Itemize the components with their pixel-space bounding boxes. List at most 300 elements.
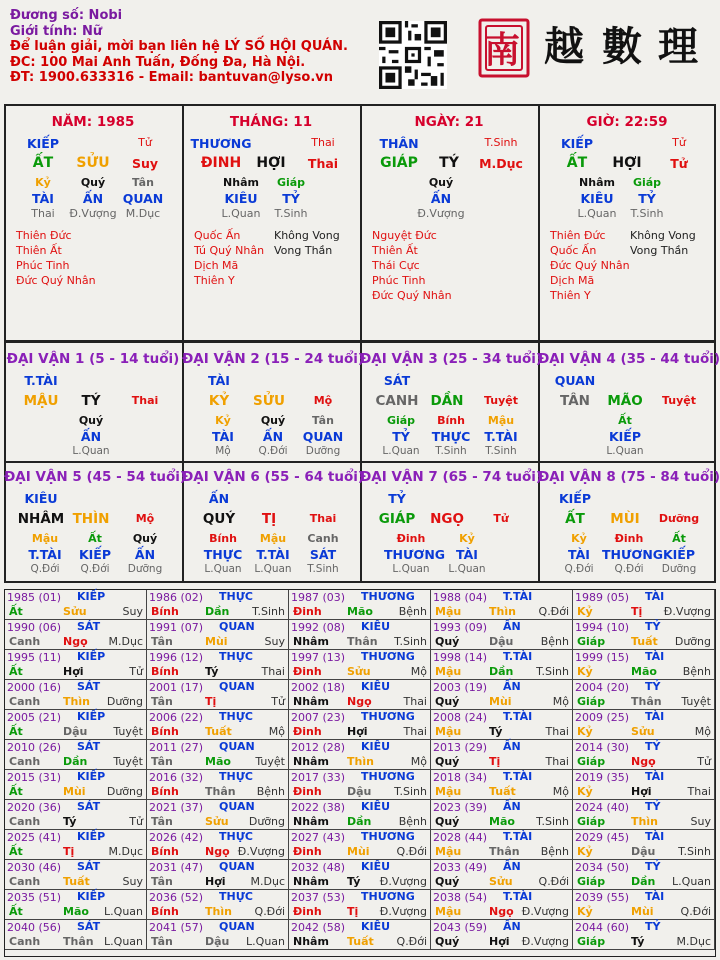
year-cell[interactable] bbox=[431, 890, 573, 920]
year-cell[interactable] bbox=[289, 860, 431, 890]
dai-van-god: TỶ bbox=[388, 491, 406, 506]
dai-van-chi: MÙI bbox=[610, 511, 640, 527]
year-state: T.Sinh bbox=[394, 785, 427, 798]
year-can: Mậu bbox=[435, 605, 462, 618]
year-state: L.Quan bbox=[104, 905, 143, 918]
year-cell[interactable] bbox=[289, 650, 431, 680]
year-cell[interactable] bbox=[431, 770, 573, 800]
year-god: THỰC bbox=[219, 590, 253, 603]
hidden-god: TỶ bbox=[638, 191, 656, 206]
year-label: 1996 (12) bbox=[149, 651, 204, 664]
year-state: Mộ bbox=[694, 725, 711, 738]
year-chi: Ngọ bbox=[489, 905, 514, 918]
dai-van-chi: SỬU bbox=[253, 393, 285, 409]
hidden-stem: Quý bbox=[428, 176, 454, 189]
year-cell[interactable] bbox=[289, 920, 431, 950]
year-state: Suy bbox=[690, 815, 711, 828]
dai-van-chi: DẦN bbox=[430, 393, 464, 409]
year-state: Suy bbox=[264, 635, 285, 648]
dai-van-hidden-state: T.Sinh bbox=[435, 445, 467, 457]
year-cell[interactable] bbox=[431, 830, 573, 860]
dai-van-hidden-god: SÁT bbox=[309, 547, 337, 562]
year-label: 1999 (15) bbox=[575, 651, 630, 664]
dai-van-state: Mộ bbox=[135, 512, 155, 525]
year-label: 2026 (42) bbox=[149, 831, 204, 844]
year-state: L.Quan bbox=[246, 935, 285, 948]
year-cell[interactable] bbox=[431, 860, 573, 890]
year-chi: Mùi bbox=[205, 635, 228, 648]
dai-van-chi: MÃO bbox=[607, 393, 643, 409]
dai-van-state: Thai bbox=[131, 394, 159, 407]
year-label: 2020 (36) bbox=[7, 801, 62, 814]
year-can: Đinh bbox=[293, 665, 322, 678]
year-god: THƯƠNG bbox=[361, 830, 415, 843]
year-label: 2011 (27) bbox=[149, 741, 204, 754]
year-state: Tuyệt bbox=[255, 755, 285, 768]
dai-van-hidden: Ất bbox=[618, 414, 632, 427]
year-label: 2033 (49) bbox=[433, 861, 488, 874]
star-item: Quốc Ấn bbox=[194, 229, 241, 242]
year-state: T.Sinh bbox=[252, 605, 285, 618]
year-can: Kỷ bbox=[577, 905, 593, 918]
year-cell[interactable] bbox=[5, 920, 147, 950]
year-state: Q.Đới bbox=[680, 905, 711, 918]
year-god: ẤN bbox=[503, 800, 521, 813]
year-cell[interactable] bbox=[573, 650, 715, 680]
year-state: Bệnh bbox=[256, 785, 285, 798]
year-label: 2016 (32) bbox=[149, 771, 204, 784]
dai-van-hidden-god: THỰC bbox=[431, 429, 471, 444]
year-cell[interactable] bbox=[5, 830, 147, 860]
year-cell[interactable] bbox=[431, 920, 573, 950]
dai-van-god: SÁT bbox=[383, 373, 411, 388]
year-label: 2005 (21) bbox=[7, 711, 62, 724]
year-chi: Tuất bbox=[205, 725, 232, 738]
year-god: T.TÀI bbox=[503, 830, 533, 843]
year-chi: Thìn bbox=[63, 695, 90, 708]
dai-van-hidden: Bính bbox=[437, 414, 465, 427]
year-state: Thai bbox=[687, 785, 711, 798]
year-god: QUAN bbox=[219, 740, 255, 753]
dai-van-title: ĐẠI VẬN 2 (15 - 24 tuổi) bbox=[182, 351, 365, 367]
year-can: Quý bbox=[435, 695, 460, 708]
year-chi: Tị bbox=[631, 605, 643, 618]
dai-van-hidden: Mậu bbox=[259, 532, 287, 545]
year-chi: Thân bbox=[63, 935, 94, 948]
dai-van-title: ĐẠI VẬN 5 (45 - 54 tuổi) bbox=[4, 469, 187, 485]
year-label: 2025 (41) bbox=[7, 831, 62, 844]
year-chi: Ngọ bbox=[205, 845, 230, 858]
year-label: 2017 (33) bbox=[291, 771, 346, 784]
year-can: Đinh bbox=[293, 785, 322, 798]
dai-van-hidden: Ất bbox=[672, 532, 686, 545]
year-cell[interactable] bbox=[5, 890, 147, 920]
year-god: THƯƠNG bbox=[361, 770, 415, 783]
year-can: Ất bbox=[9, 665, 23, 678]
year-cell[interactable] bbox=[5, 710, 147, 740]
year-cell[interactable] bbox=[147, 800, 289, 830]
year-label: 2042 (58) bbox=[291, 921, 346, 934]
year-cell[interactable] bbox=[5, 680, 147, 710]
year-state: Đ.Vượng bbox=[237, 845, 285, 858]
year-can: Canh bbox=[9, 935, 41, 948]
pillar-title: NGÀY: 21 bbox=[414, 114, 484, 130]
year-label: 2009 (25) bbox=[575, 711, 630, 724]
dai-van-hidden-state: Mộ bbox=[215, 445, 231, 457]
year-chi: Dậu bbox=[205, 935, 230, 948]
year-label: 2018 (34) bbox=[433, 771, 488, 784]
year-chi: Dần bbox=[347, 815, 372, 828]
pillar-chi-state: Tử bbox=[670, 156, 688, 171]
year-chi: Mùi bbox=[63, 785, 86, 798]
pillar-can-god: THÂN bbox=[379, 136, 419, 151]
year-god: SÁT bbox=[77, 620, 101, 633]
pillar-can-god: THƯƠNG bbox=[190, 136, 252, 151]
year-cell[interactable] bbox=[147, 860, 289, 890]
year-chi: Tuất bbox=[63, 875, 90, 888]
year-can: Đinh bbox=[293, 725, 322, 738]
year-chi: Sửu bbox=[347, 665, 371, 678]
dai-van-hidden-god: T.TÀI bbox=[28, 547, 62, 562]
year-god: THƯƠNG bbox=[361, 890, 415, 903]
year-cell[interactable] bbox=[573, 800, 715, 830]
year-state: Q.Đới bbox=[538, 605, 569, 618]
year-cell[interactable] bbox=[147, 710, 289, 740]
year-god: SÁT bbox=[77, 920, 101, 933]
dai-van-hidden-state: L.Quan bbox=[204, 563, 242, 575]
dai-van-hidden: Đinh bbox=[396, 532, 426, 545]
hidden-stem: Nhâm bbox=[223, 176, 259, 189]
year-state: Q.Đới bbox=[396, 935, 427, 948]
year-cell[interactable] bbox=[573, 920, 715, 950]
star-item: Đức Quý Nhân bbox=[372, 289, 452, 302]
year-cell[interactable] bbox=[147, 740, 289, 770]
year-cell[interactable] bbox=[573, 740, 715, 770]
year-state: L.Quan bbox=[672, 875, 711, 888]
year-can: Giáp bbox=[577, 935, 606, 948]
year-god: QUAN bbox=[219, 920, 255, 933]
year-cell[interactable] bbox=[431, 740, 573, 770]
year-label: 2028 (44) bbox=[433, 831, 488, 844]
year-cell[interactable] bbox=[147, 680, 289, 710]
year-cell[interactable] bbox=[5, 770, 147, 800]
year-god: TÀI bbox=[645, 710, 665, 723]
year-chi: Ngọ bbox=[63, 635, 88, 648]
year-chi: Tý bbox=[347, 875, 361, 888]
year-can: Kỷ bbox=[577, 605, 593, 618]
year-chi: Dần bbox=[205, 605, 230, 618]
year-god: KIÊU bbox=[361, 860, 391, 873]
year-chi: Tý bbox=[489, 725, 503, 738]
year-label: 2037 (53) bbox=[291, 891, 346, 904]
year-god: KIẾP bbox=[77, 650, 106, 663]
year-can: Nhâm bbox=[293, 935, 329, 948]
hidden-god: TÀI bbox=[32, 191, 54, 206]
year-state: Tử bbox=[129, 815, 143, 828]
year-cell[interactable] bbox=[431, 680, 573, 710]
year-cell[interactable] bbox=[573, 860, 715, 890]
gender-value: Nữ bbox=[81, 23, 103, 39]
year-label: 2036 (52) bbox=[149, 891, 204, 904]
year-can: Nhâm bbox=[293, 815, 329, 828]
year-cell[interactable] bbox=[147, 890, 289, 920]
dai-van-hidden: Giáp bbox=[386, 414, 416, 427]
year-cell[interactable] bbox=[5, 590, 147, 620]
year-god: SÁT bbox=[77, 740, 101, 753]
dai-van-hidden: Kỷ bbox=[459, 532, 475, 545]
dai-van-god: KIẾP bbox=[558, 491, 592, 506]
year-chi: Tị bbox=[63, 845, 75, 858]
year-cell[interactable] bbox=[289, 680, 431, 710]
year-label: 2038 (54) bbox=[433, 891, 488, 904]
year-label: 2031 (47) bbox=[149, 861, 204, 874]
dai-van-chi: TỊ bbox=[261, 511, 277, 527]
star-item: Thái Cực bbox=[372, 259, 420, 272]
year-cell[interactable] bbox=[289, 890, 431, 920]
hidden-god: KIÊU bbox=[224, 191, 258, 206]
year-cell[interactable] bbox=[431, 590, 573, 620]
year-chi: Sửu bbox=[205, 815, 229, 828]
year-state: Tử bbox=[697, 755, 711, 768]
year-chi: Thìn bbox=[489, 605, 516, 618]
year-state: T.Sinh bbox=[678, 845, 711, 858]
year-god: T.TÀI bbox=[503, 590, 533, 603]
pillar-can-god: KIẾP bbox=[560, 136, 594, 151]
year-state: Đ.Vượng bbox=[521, 935, 569, 948]
year-cell[interactable] bbox=[289, 740, 431, 770]
year-can: Quý bbox=[435, 635, 460, 648]
year-god: ẤN bbox=[503, 680, 521, 693]
year-label: 2040 (56) bbox=[7, 921, 62, 934]
header bbox=[10, 8, 348, 86]
year-god: T.TÀI bbox=[503, 650, 533, 663]
year-can: Mậu bbox=[435, 845, 462, 858]
hidden-state: Đ.Vượng bbox=[69, 207, 117, 220]
dai-van-hidden-state: L.Quan bbox=[606, 445, 644, 457]
year-chi: Hợi bbox=[489, 935, 510, 948]
dai-van-god: T.TÀI bbox=[24, 373, 58, 388]
pillar-can-state: Tử bbox=[672, 136, 686, 149]
dai-van-hidden-god: KIẾP bbox=[608, 429, 642, 444]
year-cell[interactable] bbox=[431, 710, 573, 740]
dai-van-hidden-god: ẤN bbox=[134, 547, 156, 562]
year-state: Suy bbox=[122, 875, 143, 888]
year-label: 2030 (46) bbox=[7, 861, 62, 874]
svg-text:理: 理 bbox=[658, 23, 698, 70]
year-cell[interactable] bbox=[573, 830, 715, 860]
year-chi: Tý bbox=[631, 935, 645, 948]
qr-code-icon[interactable] bbox=[379, 21, 447, 89]
year-can: Kỷ bbox=[577, 665, 593, 678]
pillar-chi: TÝ bbox=[439, 155, 459, 171]
year-chi: Sửu bbox=[63, 605, 87, 618]
year-can: Đinh bbox=[293, 605, 322, 618]
pillar-can: GIÁP bbox=[380, 155, 418, 171]
year-can: Ất bbox=[9, 725, 23, 738]
year-label: 2032 (48) bbox=[291, 861, 346, 874]
year-can: Canh bbox=[9, 635, 41, 648]
year-cell[interactable] bbox=[431, 620, 573, 650]
year-state: Tuyệt bbox=[113, 755, 143, 768]
year-can: Nhâm bbox=[293, 635, 329, 648]
year-can: Quý bbox=[435, 935, 460, 948]
dai-van-hidden-state: L.Quan bbox=[448, 563, 486, 575]
year-chi: Hợi bbox=[631, 785, 652, 798]
year-chi: Thân bbox=[631, 695, 662, 708]
year-cell[interactable] bbox=[573, 710, 715, 740]
pillar-can-god: KIẾP bbox=[26, 136, 60, 151]
year-label: 2035 (51) bbox=[7, 891, 62, 904]
hidden-state: Đ.Vượng bbox=[417, 207, 465, 220]
year-state: T.Sinh bbox=[394, 635, 427, 648]
year-god: TỶ bbox=[645, 680, 661, 693]
year-cell[interactable] bbox=[289, 800, 431, 830]
year-can: Tân bbox=[151, 635, 173, 648]
year-cell[interactable] bbox=[147, 770, 289, 800]
hidden-state: L.Quan bbox=[577, 207, 617, 220]
year-god: KIẾP bbox=[77, 890, 106, 903]
year-god: TÀI bbox=[645, 770, 665, 783]
year-chi: Tuất bbox=[347, 935, 374, 948]
year-cell[interactable] bbox=[573, 680, 715, 710]
year-label: 1989 (05) bbox=[575, 591, 630, 604]
year-cell[interactable] bbox=[289, 590, 431, 620]
pillar-can: ẤT bbox=[566, 155, 588, 171]
year-god: T.TÀI bbox=[503, 770, 533, 783]
dai-van-hidden: Quý bbox=[78, 414, 104, 427]
year-can: Mậu bbox=[435, 725, 462, 738]
year-label: 2029 (45) bbox=[575, 831, 630, 844]
year-cell[interactable] bbox=[573, 890, 715, 920]
year-cell[interactable] bbox=[289, 770, 431, 800]
year-can: Canh bbox=[9, 695, 41, 708]
year-label: 1993 (09) bbox=[433, 621, 488, 634]
year-god: ẤN bbox=[503, 860, 521, 873]
year-chi: Mão bbox=[631, 665, 657, 678]
year-cell[interactable] bbox=[5, 800, 147, 830]
year-cell[interactable] bbox=[147, 830, 289, 860]
year-cell[interactable] bbox=[289, 620, 431, 650]
year-cell[interactable] bbox=[5, 650, 147, 680]
year-chi: Ngọ bbox=[347, 695, 372, 708]
year-god: T.TÀI bbox=[503, 890, 533, 903]
year-god: SÁT bbox=[77, 800, 101, 813]
dai-van-hidden-state: Q.Đới bbox=[258, 445, 288, 457]
dai-van-hidden-god: THƯƠNG bbox=[384, 547, 446, 562]
year-chi: Dần bbox=[489, 665, 514, 678]
dai-van-god: KIÊU bbox=[24, 491, 58, 506]
year-chi: Mùi bbox=[347, 845, 370, 858]
year-can: Bính bbox=[151, 785, 179, 798]
year-cell[interactable] bbox=[5, 860, 147, 890]
address-line: ĐC: 100 Mai Anh Tuấn, Đống Đa, Hà Nội. bbox=[10, 54, 306, 70]
year-cell[interactable] bbox=[573, 620, 715, 650]
dai-van-hidden-state: L.Quan bbox=[392, 563, 430, 575]
dai-van-hidden-god: THƯƠNG bbox=[602, 547, 664, 562]
dai-van-can: KỶ bbox=[208, 393, 230, 409]
year-label: 2044 (60) bbox=[575, 921, 630, 934]
year-cell[interactable] bbox=[431, 800, 573, 830]
dai-van-state: Tử bbox=[493, 512, 509, 525]
year-cell[interactable] bbox=[5, 740, 147, 770]
year-state: Q.Đới bbox=[254, 905, 285, 918]
year-cell[interactable] bbox=[289, 710, 431, 740]
year-chi: Thìn bbox=[205, 905, 232, 918]
year-cell[interactable] bbox=[147, 590, 289, 620]
year-chi: Thân bbox=[489, 845, 520, 858]
dai-van-state: Tuyệt bbox=[661, 394, 696, 407]
year-can: Tân bbox=[151, 755, 173, 768]
dai-van-title: ĐẠI VẬN 6 (55 - 64 tuổi) bbox=[182, 469, 365, 485]
year-cell[interactable] bbox=[5, 620, 147, 650]
year-chi: Mão bbox=[347, 605, 373, 618]
year-chi: Tý bbox=[205, 665, 219, 678]
hidden-state: T.Sinh bbox=[274, 207, 308, 220]
pillar-title: GIỜ: 22:59 bbox=[586, 114, 668, 130]
year-label: 2027 (43) bbox=[291, 831, 346, 844]
year-chi: Dần bbox=[631, 875, 656, 888]
year-state: T.Sinh bbox=[536, 665, 569, 678]
year-can: Ất bbox=[9, 605, 23, 618]
year-cell[interactable] bbox=[147, 920, 289, 950]
year-cell[interactable] bbox=[431, 650, 573, 680]
year-can: Đinh bbox=[293, 905, 322, 918]
dai-van-hidden-god: KIẾP bbox=[78, 547, 112, 562]
year-chi: Mão bbox=[489, 815, 515, 828]
year-chi: Mão bbox=[205, 755, 231, 768]
dai-van-title: ĐẠI VẬN 1 (5 - 14 tuổi) bbox=[6, 351, 180, 367]
year-cell[interactable] bbox=[573, 590, 715, 620]
star-item: Không Vong bbox=[274, 229, 340, 242]
year-cell[interactable] bbox=[147, 650, 289, 680]
year-can: Tân bbox=[151, 875, 173, 888]
year-can: Canh bbox=[9, 755, 41, 768]
year-god: TÀI bbox=[645, 650, 665, 663]
year-state: Đ.Vượng bbox=[663, 605, 711, 618]
dai-van-title: ĐẠI VẬN 7 (65 - 74 tuổi) bbox=[360, 469, 543, 485]
year-state: Mộ bbox=[410, 665, 427, 678]
dai-van-hidden-god: T.TÀI bbox=[256, 547, 290, 562]
dai-van-hidden: Đinh bbox=[614, 532, 644, 545]
year-state: Mộ bbox=[268, 725, 285, 738]
year-cell[interactable] bbox=[573, 770, 715, 800]
star-item: Đức Quý Nhân bbox=[550, 259, 630, 272]
year-god: QUAN bbox=[219, 620, 255, 633]
dai-van-hidden-god: THỰC bbox=[203, 547, 243, 562]
year-god: THỰC bbox=[219, 770, 253, 783]
year-chi: Dậu bbox=[347, 785, 372, 798]
dai-van-hidden-state: Q.Đới bbox=[564, 563, 594, 575]
year-state: Tuyệt bbox=[681, 695, 711, 708]
year-god: TỶ bbox=[645, 920, 661, 933]
year-label: 2004 (20) bbox=[575, 681, 630, 694]
year-state: Q.Đới bbox=[538, 875, 569, 888]
year-cell[interactable] bbox=[147, 620, 289, 650]
hidden-god: TỶ bbox=[282, 191, 300, 206]
year-state: Bệnh bbox=[540, 635, 569, 648]
year-state: Suy bbox=[122, 605, 143, 618]
year-god: TÀI bbox=[645, 890, 665, 903]
svg-text:南: 南 bbox=[483, 29, 521, 71]
year-can: Nhâm bbox=[293, 875, 329, 888]
pillar-can-state: Thai bbox=[311, 136, 335, 149]
year-cell[interactable] bbox=[289, 830, 431, 860]
dai-van-title: ĐẠI VẬN 4 (35 - 44 tuổi) bbox=[538, 351, 720, 367]
year-can: Tân bbox=[151, 695, 173, 708]
year-label: 2012 (28) bbox=[291, 741, 346, 754]
year-label: 2024 (40) bbox=[575, 801, 630, 814]
year-can: Ất bbox=[9, 845, 23, 858]
